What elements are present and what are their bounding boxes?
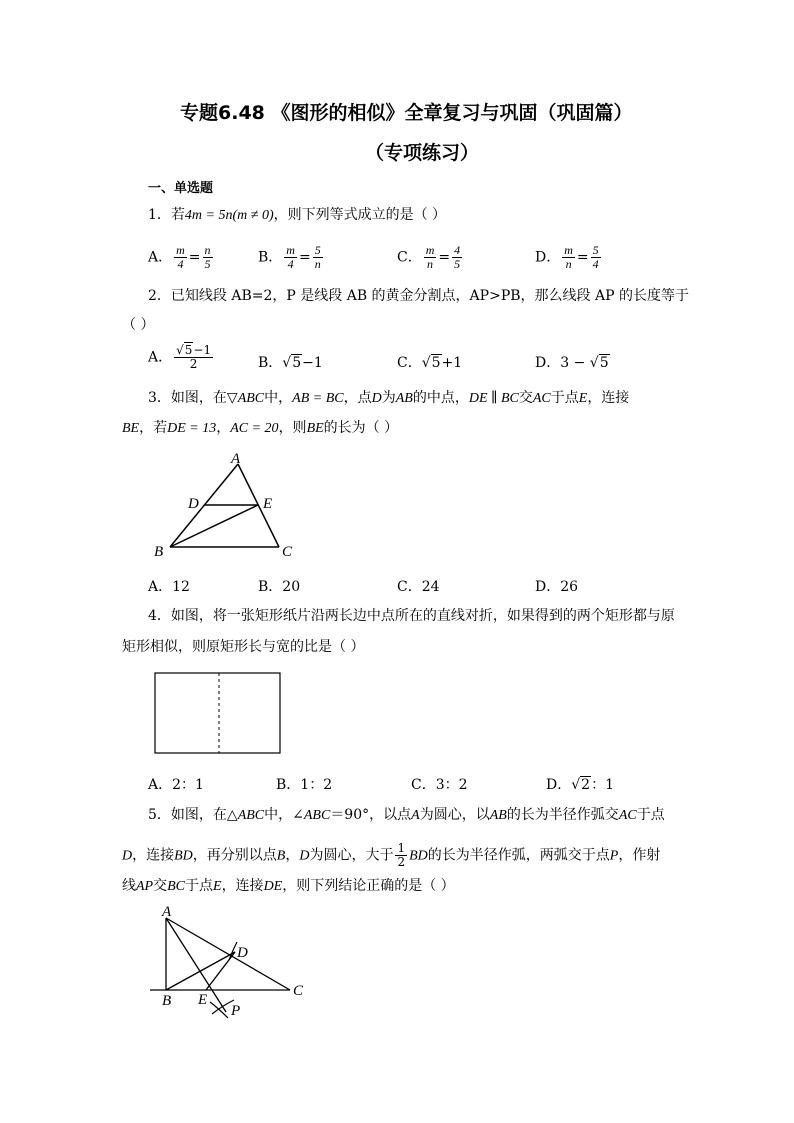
q2-option-c[interactable]: C．√5+1 [397,355,463,371]
label-d: D [188,496,199,512]
q4-option-c[interactable]: C．3：2 [411,777,468,793]
label-a: A [162,904,172,920]
ray-ap [166,918,226,1012]
label-b: B [154,544,164,560]
rectangle [155,673,280,753]
question-5-cont: D，连接BD，再分别以点B，D为圆心，大于 $\frac{1}{2}$ BD的长为半径作弧，两弧交于点P，作射 [122,841,661,869]
question-5: 5．如图，在△ABC中，∠ABC＝90°，以点A为圆心，以AB的长为半径作弧交AC于点 [148,807,665,823]
segment-de [206,952,235,990]
page-title: 专题6.48 《图形的相似》全章复习与巩固（巩固篇） [180,102,633,124]
question-4: 4．如图，将一张矩形纸片沿两长边中点所在的直线对折，如果得到的两个矩形都与原 [148,608,675,624]
question-5-cont-2: 线AP交BC于点E，连接DE，则下列结论正确的是（ ） [122,878,455,894]
question-1: 1．若4m = 5n(m ≠ 0)，则下列等式成立的是（ ） [148,207,447,223]
q2-option-b[interactable]: B．√5−1 [258,355,323,371]
label-b: B [162,993,172,1009]
q1-option-d[interactable]: D． $\frac{m}{n}$ = $\frac{5}{4}$ [535,243,599,271]
q3-option-d[interactable]: D．26 [535,579,579,595]
q4-option-b[interactable]: B．1：2 [276,777,333,793]
label-d: D [237,945,248,961]
q4-option-a[interactable]: A．2：1 [148,777,204,793]
section-heading: 一、单选题 [148,181,214,196]
label-a: A [231,451,241,467]
q4-option-d[interactable]: D．√2：1 [546,777,614,793]
q1-option-b[interactable]: B． $\frac{m}{4}$ = $\frac{5}{n}$ [258,243,321,271]
page-subtitle: （专项练习） [365,142,480,164]
q1-option-c[interactable]: C． $\frac{m}{n}$ = $\frac{4}{5}$ [397,243,461,271]
q5-construction-figure [140,902,320,1027]
label-e: E [263,496,273,512]
q2-option-d[interactable]: D．3 − √5 [535,355,609,371]
q3-triangle-figure [140,448,320,563]
label-p: P [231,1003,241,1019]
q3-option-b[interactable]: B．20 [258,579,301,595]
label-c: C [293,983,304,999]
q3-option-c[interactable]: C．24 [397,579,440,595]
q4-rectangle-figure [150,668,286,758]
question-2-cont: （ ） [122,317,155,333]
label-c: C [282,544,293,560]
q1-option-a[interactable]: A． $\frac{m}{4}$ = $\frac{n}{5}$ [148,243,211,271]
label-e: E [198,992,208,1008]
question-2: 2．已知线段 AB=2，P 是线段 AB 的黄金分割点，AP>PB，那么线段 AP 的长度等于 [148,288,689,304]
question-4-cont: 矩形相似，则原矩形长与宽的比是（ ） [122,639,365,655]
segment-be [170,505,258,547]
question-3-cont: BE，若DE = 13，AC = 20，则BE的长为（ ） [122,420,399,436]
question-3: 3．如图，在▽ABC中，AB = BC，点D为AB的中点，DE ∥ BC交AC于点E，连接 [148,390,630,406]
q2-option-a[interactable]: A． $\frac{√5-1}{2}$ [148,343,212,371]
q3-option-a[interactable]: A．12 [148,579,190,595]
